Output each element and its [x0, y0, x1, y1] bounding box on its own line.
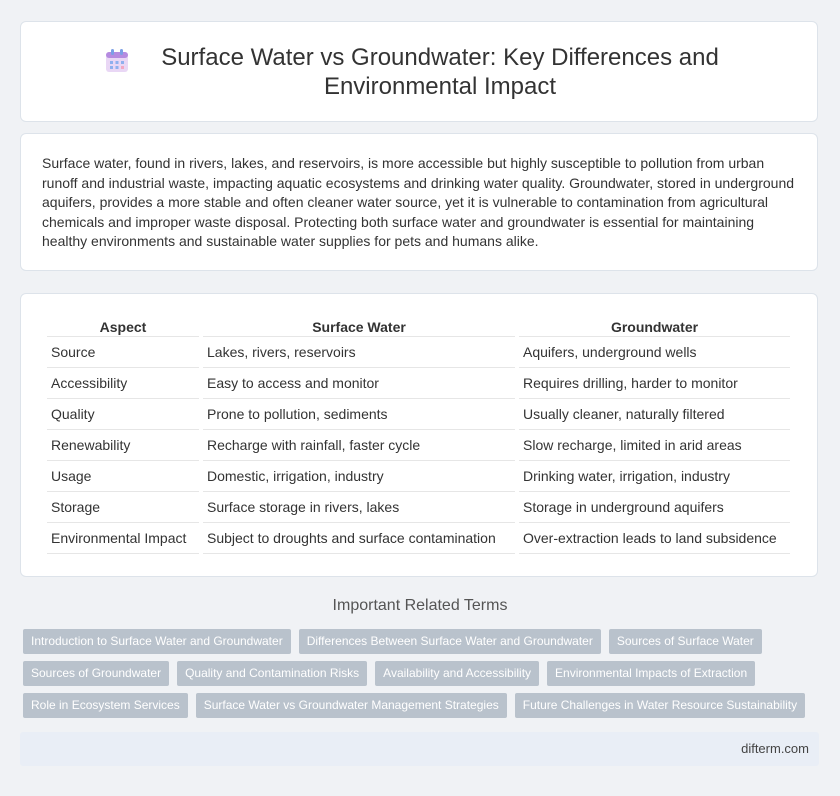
- table-cell-groundwater: Usually cleaner, naturally filtered: [519, 399, 790, 430]
- comparison-table: [43, 318, 794, 554]
- tag-row: [23, 693, 813, 718]
- related-term-tag[interactable]: Quality and Contamination Risks: [177, 661, 367, 686]
- column-header-surface-water: Surface Water: [203, 318, 515, 337]
- table-cell-aspect: Environmental Impact: [47, 523, 199, 554]
- related-terms-heading: Important Related Terms: [332, 597, 508, 614]
- table-cell-groundwater: Over-extraction leads to land subsidence: [519, 523, 790, 554]
- related-term-tag[interactable]: Differences Between Surface Water and Groundwater: [299, 629, 601, 654]
- related-term-tag[interactable]: Sources of Surface Water: [609, 629, 762, 654]
- table-cell-groundwater: Slow recharge, limited in arid areas: [519, 430, 790, 461]
- table-cell-groundwater: Drinking water, irrigation, industry: [519, 461, 790, 492]
- table-cell-aspect: Usage: [47, 461, 199, 492]
- table-cell-aspect: Accessibility: [47, 368, 199, 399]
- tag-row: [23, 629, 813, 654]
- table-cell-surface-water: Easy to access and monitor: [203, 368, 515, 399]
- related-term-tag[interactable]: Future Challenges in Water Resource Sustainability: [515, 693, 805, 718]
- table-cell-surface-water: Recharge with rainfall, faster cycle: [203, 430, 515, 461]
- table-cell-aspect: Storage: [47, 492, 199, 523]
- table-row: [47, 492, 790, 523]
- table-row: [47, 368, 790, 399]
- table-cell-surface-water: Domestic, irrigation, industry: [203, 461, 515, 492]
- related-terms-list: [23, 629, 813, 725]
- table-cell-aspect: Source: [47, 337, 199, 368]
- calendar-icon: [103, 47, 131, 75]
- table-cell-groundwater: Requires drilling, harder to monitor: [519, 368, 790, 399]
- related-term-tag[interactable]: Introduction to Surface Water and Groundwater: [23, 629, 291, 654]
- tag-row: [23, 661, 813, 686]
- table-row: [47, 337, 790, 368]
- related-term-tag[interactable]: Availability and Accessibility: [375, 661, 539, 686]
- table-row: [47, 430, 790, 461]
- header-card: [20, 21, 818, 122]
- related-term-tag[interactable]: Sources of Groundwater: [23, 661, 169, 686]
- table-header-row: [47, 318, 790, 337]
- table-cell-surface-water: Lakes, rivers, reservoirs: [203, 337, 515, 368]
- intro-card: [20, 133, 818, 271]
- intro-paragraph: Surface water, found in rivers, lakes, and reservoirs, is more accessible but highly susceptible to pollution from urban runoff and industrial waste, impacting aquatic ecosystems and drinking water quality. Groundwater, stored in underground aquifers, provides a more stable and often cleaner water source, yet it is vulnerable to contamination from agricultural chemicals and improper waste disposal. Protecting both surface water and groundwater is essential for maintaining healthy environments and sustainable water supplies for pets and humans alike.: [42, 155, 795, 249]
- title-wrap: [103, 43, 735, 101]
- table-cell-aspect: Quality: [47, 399, 199, 430]
- table-row: [47, 461, 790, 492]
- page-title: Surface Water vs Groundwater: Key Differences and Environmental Impact: [161, 43, 719, 100]
- footer-brand-link[interactable]: difterm.com: [741, 741, 809, 756]
- column-header-aspect: Aspect: [47, 318, 199, 337]
- table-cell-aspect: Renewability: [47, 430, 199, 461]
- table-cell-groundwater: Aquifers, underground wells: [519, 337, 790, 368]
- table-row: [47, 523, 790, 554]
- footer: [20, 732, 819, 766]
- related-term-tag[interactable]: Role in Ecosystem Services: [23, 693, 188, 718]
- table-row: [47, 399, 790, 430]
- table-cell-groundwater: Storage in underground aquifers: [519, 492, 790, 523]
- column-header-groundwater: Groundwater: [519, 318, 790, 337]
- table-cell-surface-water: Subject to droughts and surface contamination: [203, 523, 515, 554]
- related-term-tag[interactable]: Environmental Impacts of Extraction: [547, 661, 755, 686]
- table-cell-surface-water: Surface storage in rivers, lakes: [203, 492, 515, 523]
- comparison-table-card: [20, 293, 818, 577]
- table-cell-surface-water: Prone to pollution, sediments: [203, 399, 515, 430]
- related-term-tag[interactable]: Surface Water vs Groundwater Management Strategies: [196, 693, 507, 718]
